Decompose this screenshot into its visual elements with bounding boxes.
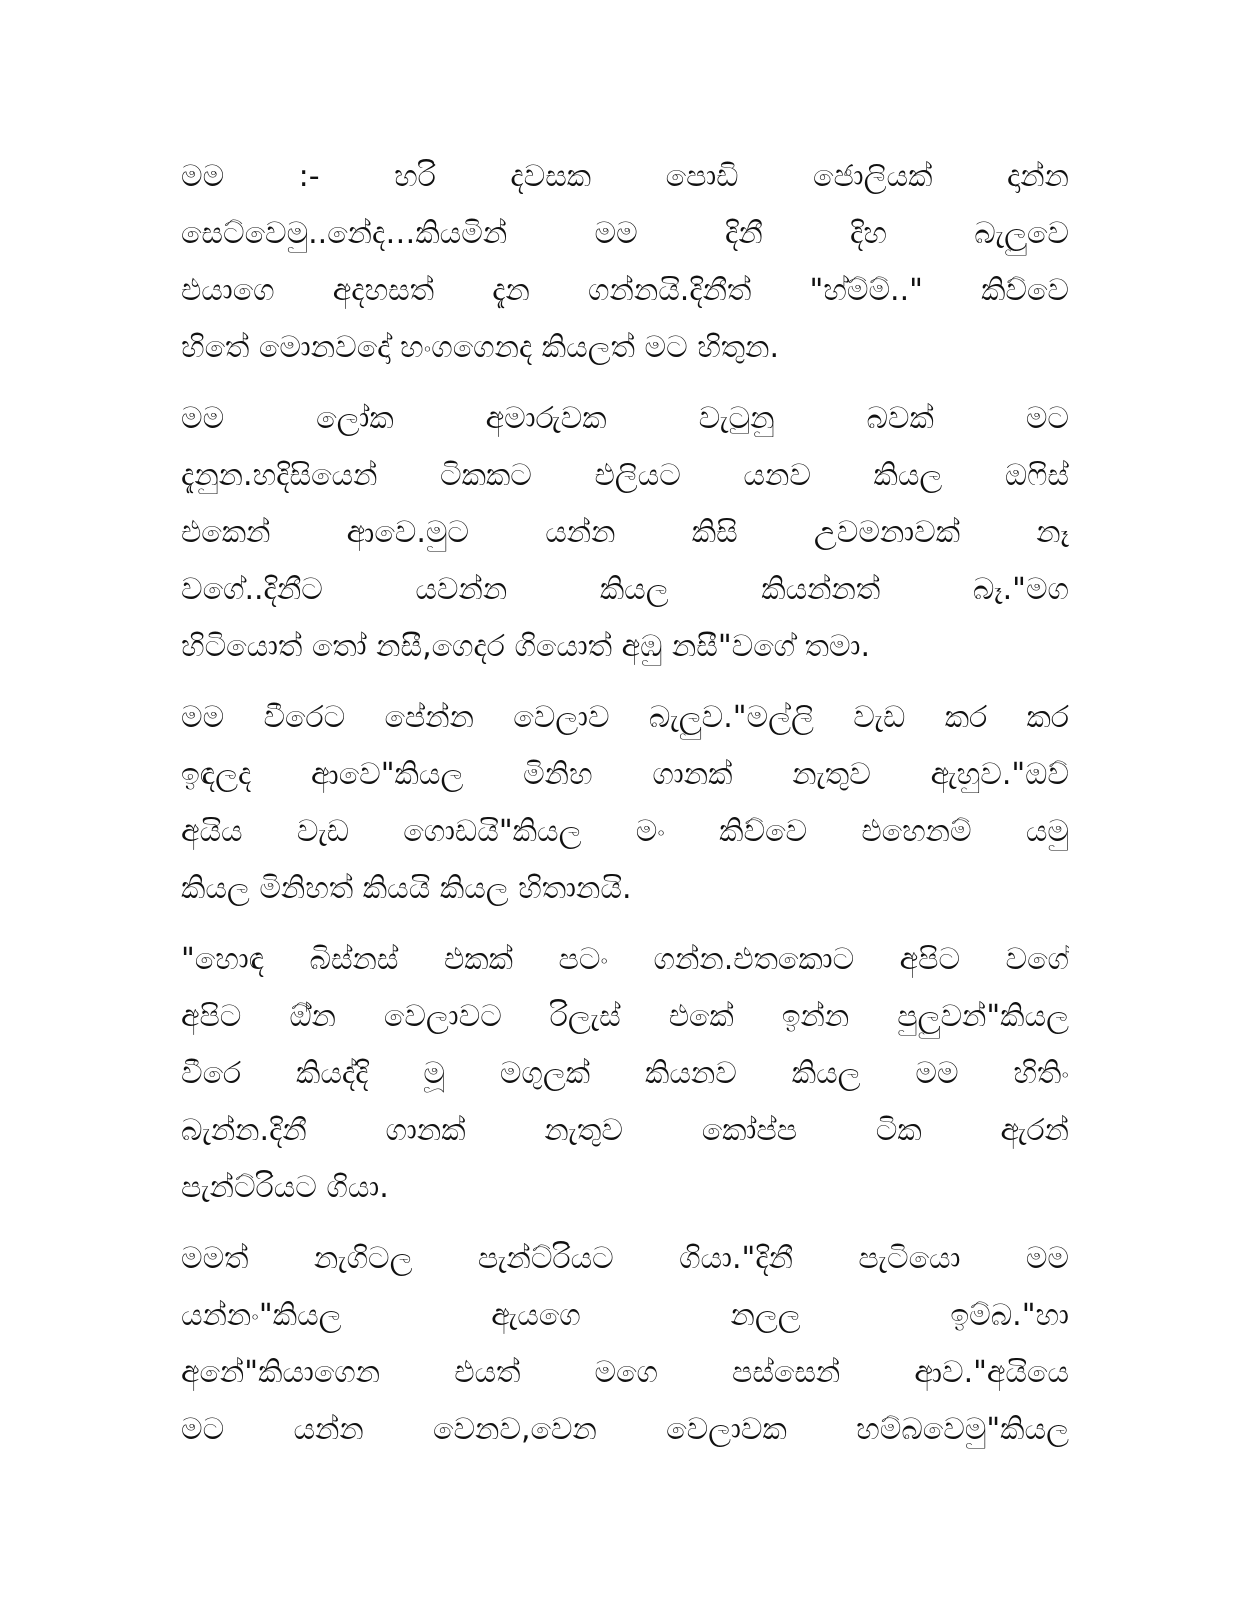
text-line: "හොඳ බිස්නස් එකක් පටං ගන්න.එතකොට අපිට වගේ — [181, 942, 1069, 977]
text-line: හිටියොත් තෝ නසී,ගෙදර ගියොත් අඹු නසී"වගේ තමා. — [181, 629, 870, 664]
paragraph-4 — [181, 931, 1069, 1216]
text-line: අනේ"කියාගෙන එයත් මගෙ පස්සෙන් ආව."අයියෙ — [181, 1355, 1069, 1390]
body-text — [181, 148, 1069, 1472]
text-line: වීරෙ කියද්දි මූ මගුලක් කියනව කියල මම හිතිං — [181, 1056, 1069, 1091]
text-line: දැනුන.හදිසියෙන් ටිකකට එලියට යනව කියල ඔෆිස් — [181, 458, 1069, 493]
text-line: බැන්න.දිනී ගානක් නැතුව කෝප්ප ටික ඇරන් — [181, 1113, 1069, 1148]
paragraph-2 — [181, 390, 1069, 675]
text-line: එකෙන් ආවෙ.මුට යන්න කිසි උවමනාවක් නෑ — [181, 515, 1069, 550]
text-line: යන්නං"කියල ඇයගෙ නලල ඉම්බ."හා — [181, 1298, 1069, 1333]
text-line: එයාගෙ අදහසත් දැන ගන්නයි.දිනීත් "හ්ම්ම්.." කිව්වෙ — [181, 273, 1069, 308]
text-line: පැන්ට්රියට ගියා. — [181, 1170, 389, 1205]
text-line: මට යන්න වෙනව,වෙන වෙලාවක හම්බවෙමු"කියල — [181, 1412, 1069, 1447]
text-line: සෙට්වෙමු..නේද…කියමින් මම දිනී දිහ බැලුවෙ — [181, 216, 1069, 251]
paragraph-3 — [181, 689, 1069, 917]
text-line: මම :- හරි දවසක පොඩි ජොලියක් දාන්න — [181, 159, 1069, 194]
text-line: මමත් නැගිටල පැන්ට්රියට ගියා."දිනී පැටියො මම — [181, 1241, 1069, 1276]
text-line: අපිට ඕ්න වෙලාවට රිලැස් එකේ ඉන්න පුලුවන්"කියල — [181, 999, 1069, 1034]
text-line: මම ලෝක අමාරුවක වැටුනු බවක් මට — [181, 401, 1069, 436]
text-line: කියල මිනිහත් කියයි කියල හිතානයි. — [181, 871, 632, 906]
text-line: මම වීරෙට පේන්න වෙලාව බැලුව."මල්ලි වැඩ කර කර — [181, 700, 1069, 735]
paragraph-5 — [181, 1230, 1069, 1458]
paragraph-1 — [181, 148, 1069, 376]
text-line: ඉඳලද ආවෙ"කියල මිනිහ ගානක් නැතුව ඇහුව."ඔව් — [181, 757, 1069, 792]
text-line: හිතේ මොනවදෝ හංගගෙනද කියලත් මට හිතුන. — [181, 330, 780, 365]
text-line: වගේ..දිනීට යවන්න කියල කියන්නත් බෑ."මග — [181, 572, 1069, 607]
text-line: අයිය වැඩ ගොඩයි"කියල මං කිව්වෙ එහෙනම් යමු — [181, 814, 1069, 849]
